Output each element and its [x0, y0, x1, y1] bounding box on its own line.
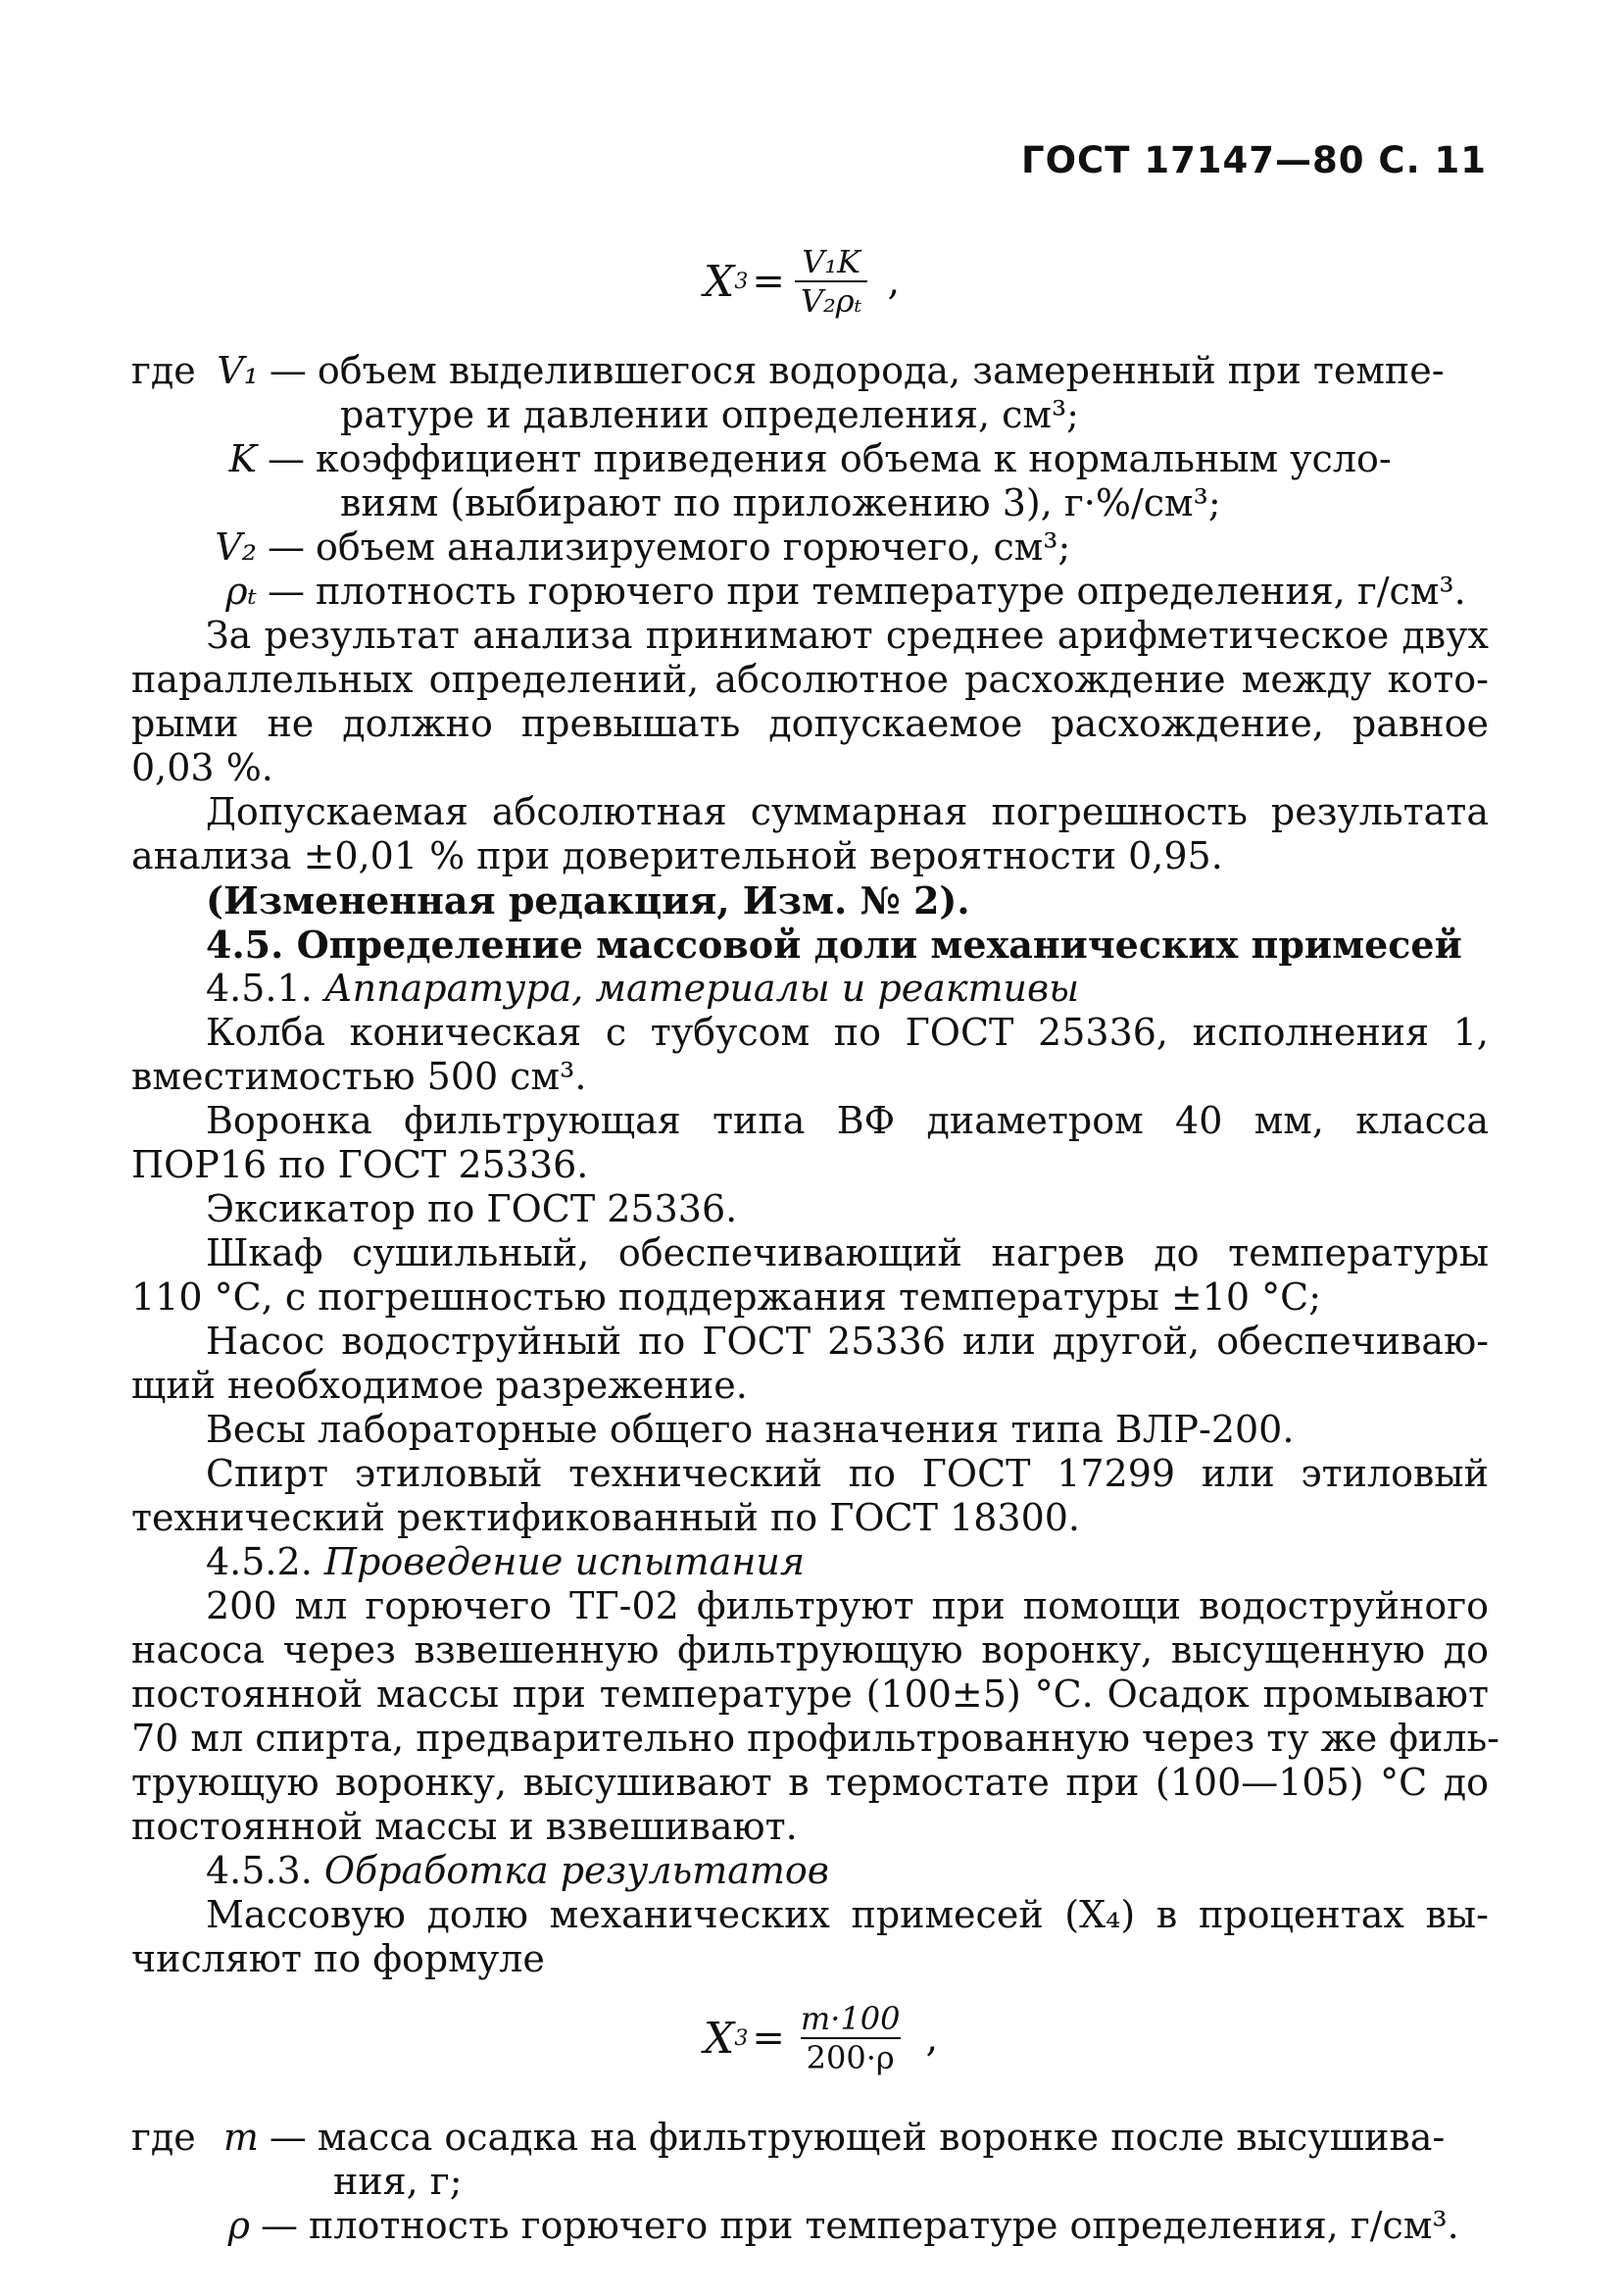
- paragraph-line: Шкаф сушильный, обеспечивающий нагрев до температуры: [206, 1231, 1489, 1274]
- formula-trail: ,: [925, 2016, 939, 2061]
- paragraph-line: ПОР16 по ГОСТ 25336.: [131, 1143, 589, 1186]
- paragraph-line: щий необходимое разрежение.: [131, 1364, 748, 1407]
- paragraph-line: постоянной массы при температуре (100±5) °С. Осадок промывают: [131, 1672, 1489, 1716]
- paragraph-line: Массовую долю механических примесей (X₄) в процентах вы-: [206, 1893, 1489, 1936]
- paragraph-line: рыми не должно превышать допускаемое расхождение, равное: [131, 702, 1489, 745]
- subsection-number: 4.5.1.: [206, 967, 313, 1010]
- definition-symbol: V₂: [215, 525, 257, 569]
- paragraph-line: Допускаемая абсолютная суммарная погрешность результата: [206, 790, 1489, 833]
- definition-lead: где: [131, 349, 196, 392]
- subsection-heading-4-5-2: [206, 1540, 1563, 1584]
- definition-lead: где: [131, 2116, 196, 2159]
- formula-x3-hydrogen: [704, 243, 900, 320]
- section-heading-4-5: 4.5. Определение массовой доли механических примесей: [206, 923, 1462, 967]
- paragraph-line: Весы лабораторные общего назначения типа ВЛР-200.: [206, 1408, 1295, 1451]
- formula-trail: ,: [887, 259, 901, 304]
- formula-x3-mass-fraction: [704, 2000, 938, 2076]
- definition-k: K — коэффициент приведения объема к нормальным усло-: [131, 437, 1392, 481]
- definition-k-continued: виям (выбирают по приложению 3), г·%/см³;: [340, 481, 1221, 524]
- subsection-title: Обработка результатов: [323, 1849, 829, 1892]
- formula-denominator: 200·ρ: [801, 2037, 901, 2076]
- definition-v1: где V₁ — объем выделившегося водорода, замеренный при темпе-: [131, 349, 1445, 392]
- definition-text: плотность горючего при температуре определения, г/см³.: [309, 2204, 1459, 2247]
- formula-lhs-subscript: 3: [734, 269, 749, 294]
- definition-v2: V₂ — объем анализируемого горючего, см³;: [131, 525, 1070, 570]
- definition-text: объем анализируемого горючего, см³;: [316, 525, 1071, 569]
- subsection-heading-4-5-1: [206, 967, 1563, 1011]
- paragraph-line: 0,03 %.: [131, 746, 273, 789]
- paragraph-line: вместимостью 500 см³.: [131, 1055, 587, 1098]
- paragraph-line: 200 мл горючего ТГ-02 фильтруют при помощи водоструйного: [206, 1584, 1489, 1627]
- paragraph-line: числяют по формуле: [131, 1937, 545, 1980]
- paragraph-line: анализа ±0,01 % при доверительной вероятности 0,95.: [131, 834, 1223, 877]
- formula-fraction: [795, 243, 868, 320]
- definition-text: плотность горючего при температуре определения, г/см³.: [316, 570, 1466, 613]
- amendment-note: (Измененная редакция, Изм. № 2).: [206, 878, 970, 923]
- formula-numerator: m·100: [800, 2000, 901, 2037]
- paragraph-line: Эксикатор по ГОСТ 25336.: [206, 1187, 738, 1230]
- paragraph-line: параллельных определений, абсолютное расхождение между кото-: [131, 658, 1489, 701]
- formula-numerator: V₁K: [802, 243, 861, 280]
- paragraph-line: Спирт этиловый технический по ГОСТ 17299 или этиловый: [206, 1452, 1489, 1495]
- subsection-number: 4.5.3.: [206, 1849, 313, 1892]
- paragraph-line: 70 мл спирта, предварительно профильтрованную через ту же филь-: [131, 1717, 1499, 1760]
- formula-lhs: X: [704, 256, 735, 307]
- subsection-number: 4.5.2.: [206, 1540, 313, 1583]
- definition-rho: ρ — плотность горючего при температуре определения, г/см³.: [131, 2204, 1459, 2248]
- definition-symbol: V₁: [217, 349, 259, 392]
- subsection-title: Проведение испытания: [323, 1540, 805, 1583]
- definition-rho-t: ρₜ — плотность горючего при температуре определения, г/см³.: [131, 570, 1466, 614]
- subsection-title: Аппаратура, материалы и реактивы: [323, 967, 1080, 1010]
- formula-fraction: [795, 2000, 907, 2076]
- page-header: ГОСТ 17147—80 С. 11: [1021, 139, 1487, 181]
- paragraph-line: технический ректификованный по ГОСТ 18300.: [131, 1496, 1080, 1539]
- formula-lhs: X: [704, 2013, 735, 2064]
- paragraph-line: Насос водоструйный по ГОСТ 25336 или другой, обеспечиваю-: [206, 1320, 1489, 1363]
- definition-text: коэффициент приведения объема к нормальным усло-: [316, 437, 1392, 480]
- paragraph-line: 110 °С, с погрешностью поддержания температуры ±10 °С;: [131, 1275, 1321, 1319]
- definition-symbol: ρ: [227, 2204, 250, 2247]
- paragraph-line: постоянной массы и взвешивают.: [131, 1805, 798, 1848]
- definition-symbol: ρₜ: [225, 570, 257, 613]
- formula-denominator: V₂ρₜ: [795, 280, 868, 320]
- definition-symbol: m: [222, 2116, 259, 2159]
- formula-equals: =: [752, 259, 785, 304]
- definition-m: где m — масса осадка на фильтрующей воронке после высушива-: [131, 2116, 1446, 2159]
- definition-text: масса осадка на фильтрующей воронке после высушива-: [317, 2116, 1446, 2159]
- definition-v1-continued: ратуре и давлении определения, см³;: [340, 393, 1079, 436]
- formula-equals: =: [752, 2016, 785, 2061]
- definition-m-continued: ния, г;: [333, 2160, 463, 2203]
- paragraph-line: насоса через взвешенную фильтрующую воронку, высущенную до: [131, 1628, 1489, 1672]
- paragraph-line: Колба коническая с тубусом по ГОСТ 25336, исполнения 1,: [206, 1011, 1489, 1054]
- paragraph-line: трующую воронку, высушивают в термостате при (100—105) °С до: [131, 1761, 1489, 1804]
- paragraph-line: Воронка фильтрующая типа ВФ диаметром 40 мм, класса: [206, 1099, 1489, 1142]
- subsection-heading-4-5-3: [206, 1849, 1563, 1893]
- definition-text: объем выделившегося водорода, замеренный при темпе-: [317, 349, 1445, 392]
- formula-lhs-subscript: 3: [734, 2025, 749, 2051]
- definition-symbol: K: [228, 437, 257, 480]
- paragraph-line: За результат анализа принимают среднее арифметическое двух: [206, 614, 1489, 657]
